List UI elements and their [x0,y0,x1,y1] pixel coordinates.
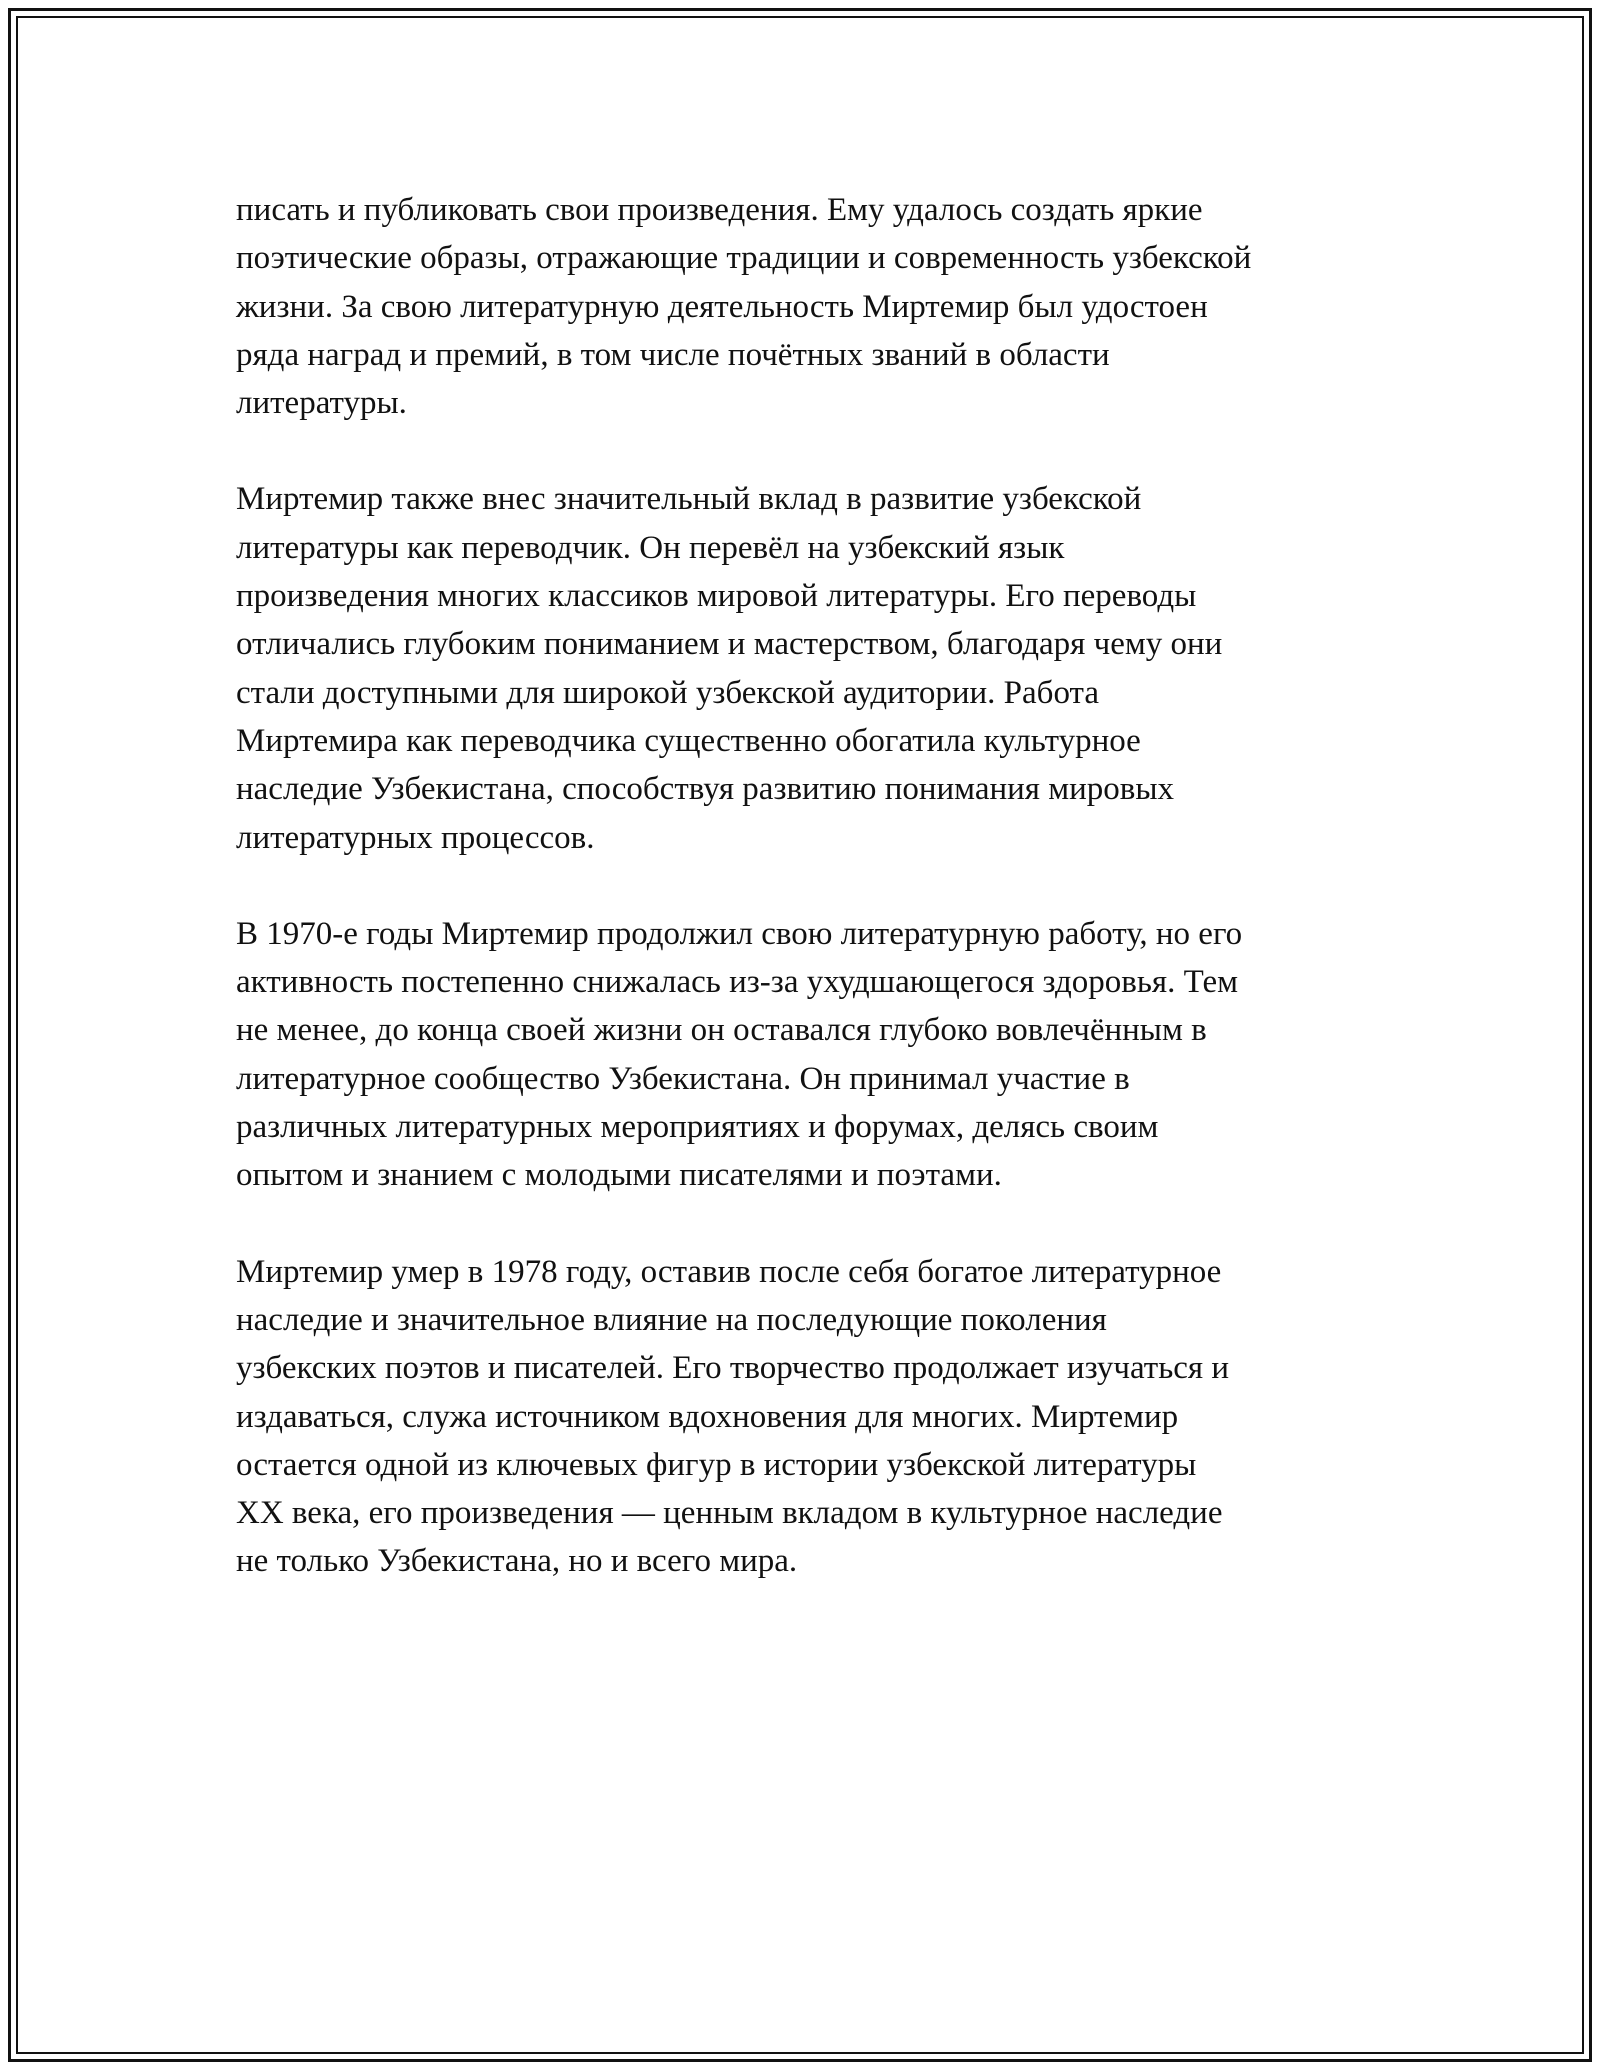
text-line: XX века, его произведения — ценным вкладом в культурное наследие [236,1495,1223,1532]
paragraph-1970s [236,910,1376,1200]
text-line: ряда наград и премий, в том числе почётных званий в области [236,336,1110,373]
paragraph-legacy [236,1248,1376,1586]
text-line: произведения многих классиков мировой литературы. Его переводы [236,578,1197,615]
text-line: опытом и знанием с молодыми писателями и поэтами. [236,1157,1002,1194]
text-line: жизни. За свою литературную деятельность Миртемир был удостоен [236,288,1208,325]
paragraph-awards [236,186,1376,427]
text-line: Миртемира как переводчика существенно обогатила культурное [236,722,1141,759]
text-line: Миртемир умер в 1978 году, оставив после себя богатое литературное [236,1253,1222,1290]
text-line: не только Узбекистана, но и всего мира. [236,1543,798,1580]
text-line: издаваться, служа источником вдохновения для многих. Миртемир [236,1398,1179,1435]
text-line: наследие и значительное влияние на последующие поколения [236,1301,1107,1338]
text-line: активность постепенно снижалась из-за ухудшающегося здоровья. Тем [236,964,1239,1001]
paragraph-translator [236,475,1376,861]
text-line: различных литературных мероприятиях и форумах, делясь своим [236,1109,1159,1146]
text-line: поэтические образы, отражающие традиции и современность узбекской [236,240,1252,277]
text-line: стали доступными для широкой узбекской аудитории. Работа [236,674,1099,711]
text-line: не менее, до конца своей жизни он оставался глубоко вовлечённым в [236,1012,1207,1049]
text-line: наследие Узбекистана, способствуя развитию понимания мировых [236,771,1175,808]
text-line: В 1970-е годы Миртемир продолжил свою литературную работу, но его [236,915,1243,952]
text-line: отличались глубоким пониманием и мастерством, благодаря чему они [236,626,1223,663]
text-line: остается одной из ключевых фигур в истории узбекской литературы [236,1446,1197,1483]
text-line: узбекских поэтов и писателей. Его творчество продолжает изучаться и [236,1350,1230,1387]
text-line: писать и публиковать свои произведения. Ему удалось создать яркие [236,192,1203,228]
document-body [236,186,1376,1634]
text-line: литературных процессов. [236,819,595,856]
text-line: литературное сообщество Узбекистана. Он принимал участие в [236,1060,1130,1097]
text-line: литературы. [236,385,407,422]
text-line: Миртемир также внес значительный вклад в развитие узбекской [236,481,1142,518]
text-line: литературы как переводчик. Он перевёл на узбекский язык [236,529,1065,566]
